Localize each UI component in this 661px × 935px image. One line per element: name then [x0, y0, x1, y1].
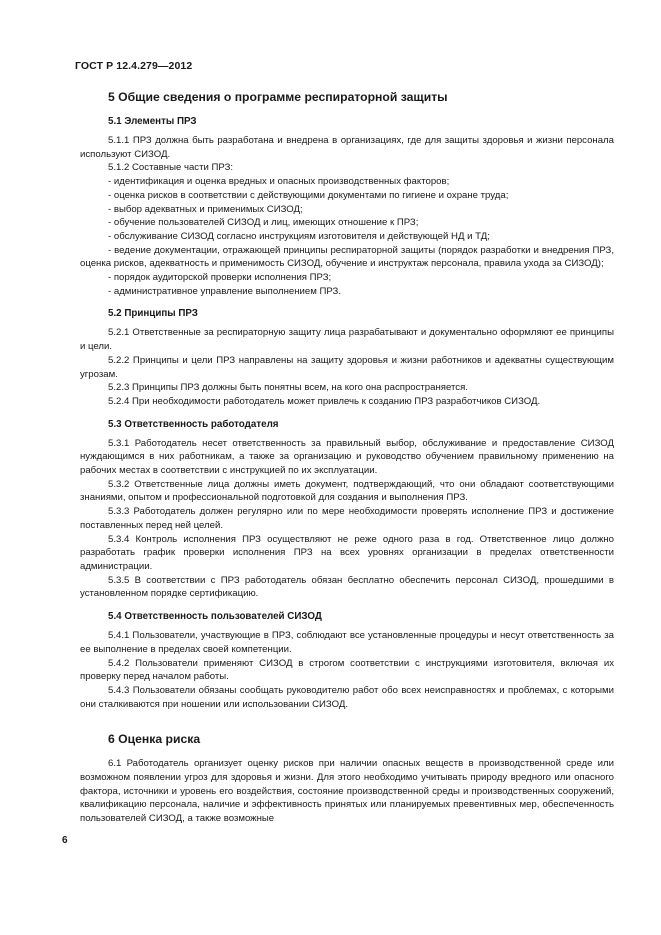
paragraph-5-3-3: 5.3.3 Работодатель должен регулярно или по мере необходимости проверять исполнение ПРЗ и достижение поставленных перед ней целей.: [80, 506, 614, 531]
paragraph-5-4-2: 5.4.2 Пользователи применяют СИЗОД в строгом соответствии с инструкциями изготовителя, включая их проверку перед началом работы.: [80, 657, 614, 683]
list-item: - идентификация и оценка вредных и опасных производственных факторов;: [108, 176, 450, 188]
paragraph-5-2-1: 5.2.1 Ответственные за респираторную защиту лица разрабатывают и документально оформляют ее принципы и цели.: [80, 327, 614, 353]
paragraph-5-3-5: 5.3.5 В соответствии с ПРЗ работодатель обязан бесплатно обеспечить персонал СИЗОД, прошедшими в установленном порядке сертификацию.: [80, 574, 614, 600]
page-content: [80, 89, 614, 826]
list-item: - обслуживание СИЗОД согласно инструкциям изготовителя и действующей НД и ТД;: [108, 230, 490, 242]
paragraph-5-4-1: 5.4.1 Пользователи, участвующие в ПРЗ, соблюдают все установленные процедуры и несут ответственность за ее выполнение в пределах своей компетенции.: [80, 630, 614, 655]
paragraph-5-1-1: 5.1.1 ПРЗ должна быть разработана и внедрена в организациях, где для защиты здоровья и жизни персонала используют СИЗОД.: [80, 135, 614, 160]
page-number: 6: [62, 835, 68, 846]
section-6-title: 6 Оценка риска: [108, 732, 201, 747]
subsection-5-2-title: 5.2 Принципы ПРЗ: [108, 308, 198, 320]
list-item: - ведение документации, отражающей принципы респираторной защиты (порядок разработки и внедрения ПРЗ, оценка рисков, адекватность и применимость СИЗОД, обучение и инструктаж персонала, правила ухода за СИЗОД);: [80, 244, 614, 270]
paragraph-5-2-3: 5.2.3 Принципы ПРЗ должны быть понятны всем, на кого она распространяется.: [108, 382, 468, 394]
list-item: - обучение пользователей СИЗОД и лиц, имеющих отношение к ПРЗ;: [108, 217, 419, 229]
list-item: - выбор адекватных и применимых СИЗОД;: [108, 203, 303, 215]
paragraph-5-3-1: 5.3.1 Работодатель несет ответственность за правильный выбор, обслуживание и предоставление СИЗОД нуждающимся в них работникам, а также за организацию и руководство обучением правильному применению на рабочих местах в соответствии с инструкцией по их эксплуатации.: [80, 437, 614, 477]
list-item: - административное управление выполнением ПРЗ.: [108, 285, 342, 297]
subsection-5-3-title: 5.3 Ответственность работодателя: [108, 418, 279, 430]
list-item: - оценка рисков в соответствии с действующими документами по гигиене и охране труда;: [108, 189, 509, 201]
paragraph-6-1: 6.1 Работодатель организует оценку рисков при наличии опасных веществ в производственной среде или возможном появлении угроз для здоровья и жизни. Для этого необходимо учитывать природу вредного или опасного фактора, источники и уровень его воздействия, состояние производственной среды и производственных сооружений, квалификацию персонала, наличие и эффективность принятых или планируемых превентивных мер, обеспеченность пользователей СИЗОД, а также возможные: [80, 758, 614, 825]
paragraph-5-1-2: 5.1.2 Составные части ПРЗ:: [108, 162, 234, 174]
section-5-title: 5 Общие сведения о программе респираторной защиты: [108, 90, 448, 104]
standard-header: ГОСТ Р 12.4.279—2012: [75, 60, 193, 72]
list-item: - порядок аудиторской проверки исполнения ПРЗ;: [108, 272, 332, 284]
paragraph-5-3-4: 5.3.4 Контроль исполнения ПРЗ осуществляют не реже одного раза в год. Ответственное лицо должно разработать график проверки исполнения ПРЗ на всех уровнях организации в пределах ответственности администрации.: [80, 533, 614, 572]
subsection-5-1-title: 5.1 Элементы ПРЗ: [108, 116, 197, 127]
subsection-5-4-title: 5.4 Ответственность пользователей СИЗОД: [108, 611, 322, 623]
paragraph-5-2-4: 5.2.4 При необходимости работодатель может привлечь к созданию ПРЗ разработчиков СИЗОД.: [108, 395, 541, 407]
paragraph-5-2-2: 5.2.2 Принципы и цели ПРЗ направлены на защиту здоровья и жизни работников и адекватны существующим угрозам.: [80, 354, 614, 380]
paragraph-5-4-3: 5.4.3 Пользователи обязаны сообщать руководителю работ обо всех неисправностях и проблемах, с которыми они сталкиваются при ношении или использовании СИЗОД.: [80, 684, 614, 710]
paragraph-5-3-2: 5.3.2 Ответственные лица должны иметь документ, подтверждающий, что они обладают соответствующими знаниями, опытом и профессиональной подготовкой для создания и выполнения ПРЗ.: [80, 478, 614, 504]
